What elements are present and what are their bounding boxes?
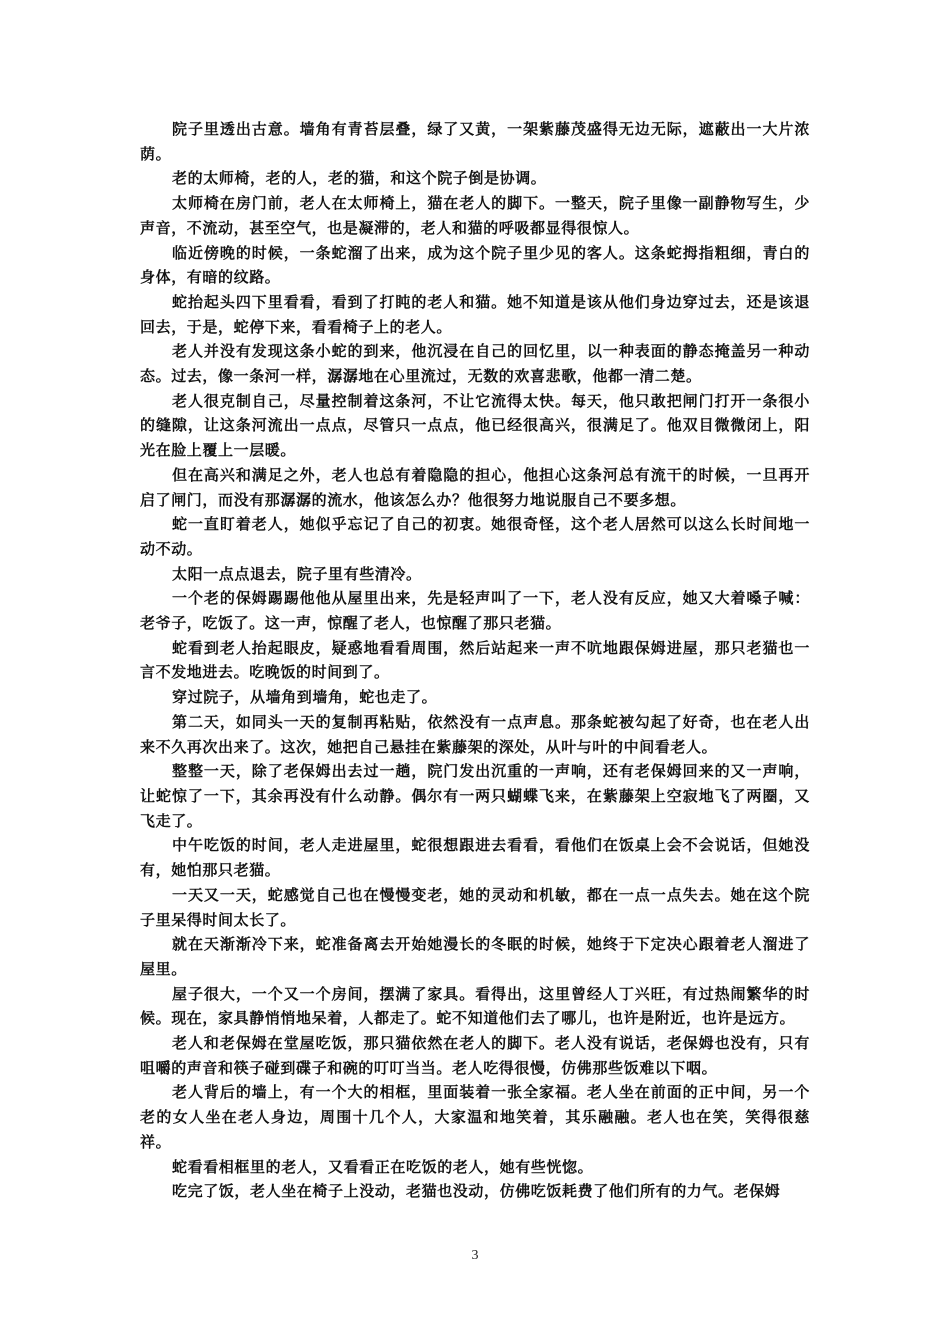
paragraph: 老人并没有发现这条小蛇的到来，他沉浸在自己的回忆里，以一种表面的静态掩盖另一种动态。过去，像一条河一样，潺潺地在心里流过，无数的欢喜悲歌，他都一清二楚。	[140, 342, 810, 386]
paragraph: 临近傍晚的时候，一条蛇溜了出来，成为这个院子里少见的客人。这条蛇拇指粗细，青白的身体，有暗的纹路。	[140, 243, 810, 287]
paragraph: 院子里透出古意。墙角有青苔层叠，绿了又黄，一架紫藤茂盛得无边无际，遮蔽出一大片浓荫。	[140, 120, 810, 163]
paragraph: 老的太师椅，老的人，老的猫，和这个院子倒是协调。	[172, 169, 547, 188]
paragraph: 但在高兴和满足之外，老人也总有着隐隐的担心，他担心这条河总有流干的时候，一旦再开启了闸门，而没有那潺潺的流水，他该怎么办？他很努力地说服自己不要多想。	[140, 465, 810, 509]
page-number: 3	[471, 1248, 479, 1263]
paragraph: 整整一天，除了老保姆出去过一趟，院门发出沉重的一声响，还有老保姆回来的又一声响，让蛇惊了一下，其余再没有什么动静。偶尔有一两只蝴蝶飞来，在紫藤架上空寂地飞了两圈，又飞走了。	[140, 762, 810, 830]
paragraph: 太阳一点点退去，院子里有些清冷。	[172, 564, 422, 583]
paragraph: 老人很克制自己，尽量控制着这条河，不让它流得太快。每天，他只敢把闸门打开一条很小的缝隙，让这条河流出一点点，尽管只一点点，他已经很高兴，很满足了。他双目微微闭上，阳光在脸上覆上一层暖。	[140, 391, 810, 460]
paragraph: 一个老的保姆踢踢他他从屋里出来，先是轻声叫了一下，老人没有反应，她又大着嗓子喊：老爷子，吃饭了。这一声，惊醒了老人，也惊醒了那只老猫。	[140, 589, 810, 633]
paragraph: 太师椅在房门前，老人在太师椅上，猫在老人的脚下。一整天，院子里像一副静物写生，少声音，不流动，甚至空气，也是凝滞的，老人和猫的呼吸都显得很惊人。	[140, 194, 810, 237]
paragraph: 中午吃饭的时间，老人走进屋里，蛇很想跟进去看看，看他们在饭桌上会不会说话，但她没有，她怕那只老猫。	[140, 836, 810, 880]
paragraph: 蛇看看相框里的老人，又看看正在吃饭的老人，她有些恍惚。	[172, 1157, 594, 1176]
paragraph: 老人背后的墙上，有一个大的相框，里面装着一张全家福。老人坐在前面的正中间，另一个老的女人坐在老人身边，周围十几个人，大家温和地笑着，其乐融融。老人也在笑，笑得很慈祥。	[140, 1083, 810, 1151]
paragraph: 就在天渐渐冷下来，蛇准备离去开始她漫长的冬眠的时候，她终于下定决心跟着老人溜进了屋里。	[140, 935, 810, 978]
paragraph: 蛇抬起头四下里看看，看到了打盹的老人和猫。她不知道是该从他们身边穿过去，还是该退回去，于是，蛇停下来，看看椅子上的老人。	[140, 292, 810, 336]
paragraph: 蛇看到老人抬起眼皮，疑惑地看看周围，然后站起来一声不吭地跟保姆进屋，那只老猫也一言不发地进去。吃晚饭的时间到了。	[140, 638, 810, 682]
paragraph: 一天又一天，蛇感觉自己也在慢慢变老，她的灵动和机敏，都在一点一点失去。她在这个院子里呆得时间太长了。	[140, 885, 810, 929]
paragraph: 屋子很大，一个又一个房间，摆满了家具。看得出，这里曾经人丁兴旺，有过热闹繁华的时候。现在，家具静悄悄地呆着，人都走了。蛇不知道他们去了哪儿，也许是附近，也许是远方。	[140, 984, 810, 1028]
paragraph: 第二天，如同头一天的复制再粘贴，依然没有一点声息。那条蛇被勾起了好奇，也在老人出来不久再次出来了。这次，她把自己悬挂在紫藤架的深处，从叶与叶的中间看老人。	[140, 712, 810, 756]
paragraph: 老人和老保姆在堂屋吃饭，那只猫依然在老人的脚下。老人没有说话，老保姆也没有，只有咀嚼的声音和筷子碰到碟子和碗的叮叮当当。老人吃得很慢，仿佛那些饭难以下咽。	[140, 1034, 810, 1077]
document-body	[140, 117, 810, 1204]
paragraph: 蛇一直盯着老人，她似乎忘记了自己的初衷。她很奇怪，这个老人居然可以这么长时间地一动不动。	[140, 515, 810, 558]
paragraph: 穿过院子，从墙角到墙角，蛇也走了。	[172, 688, 438, 707]
paragraph: 吃完了饭，老人坐在椅子上没动，老猫也没动，仿佛吃饭耗费了他们所有的力气。老保姆	[172, 1182, 781, 1201]
